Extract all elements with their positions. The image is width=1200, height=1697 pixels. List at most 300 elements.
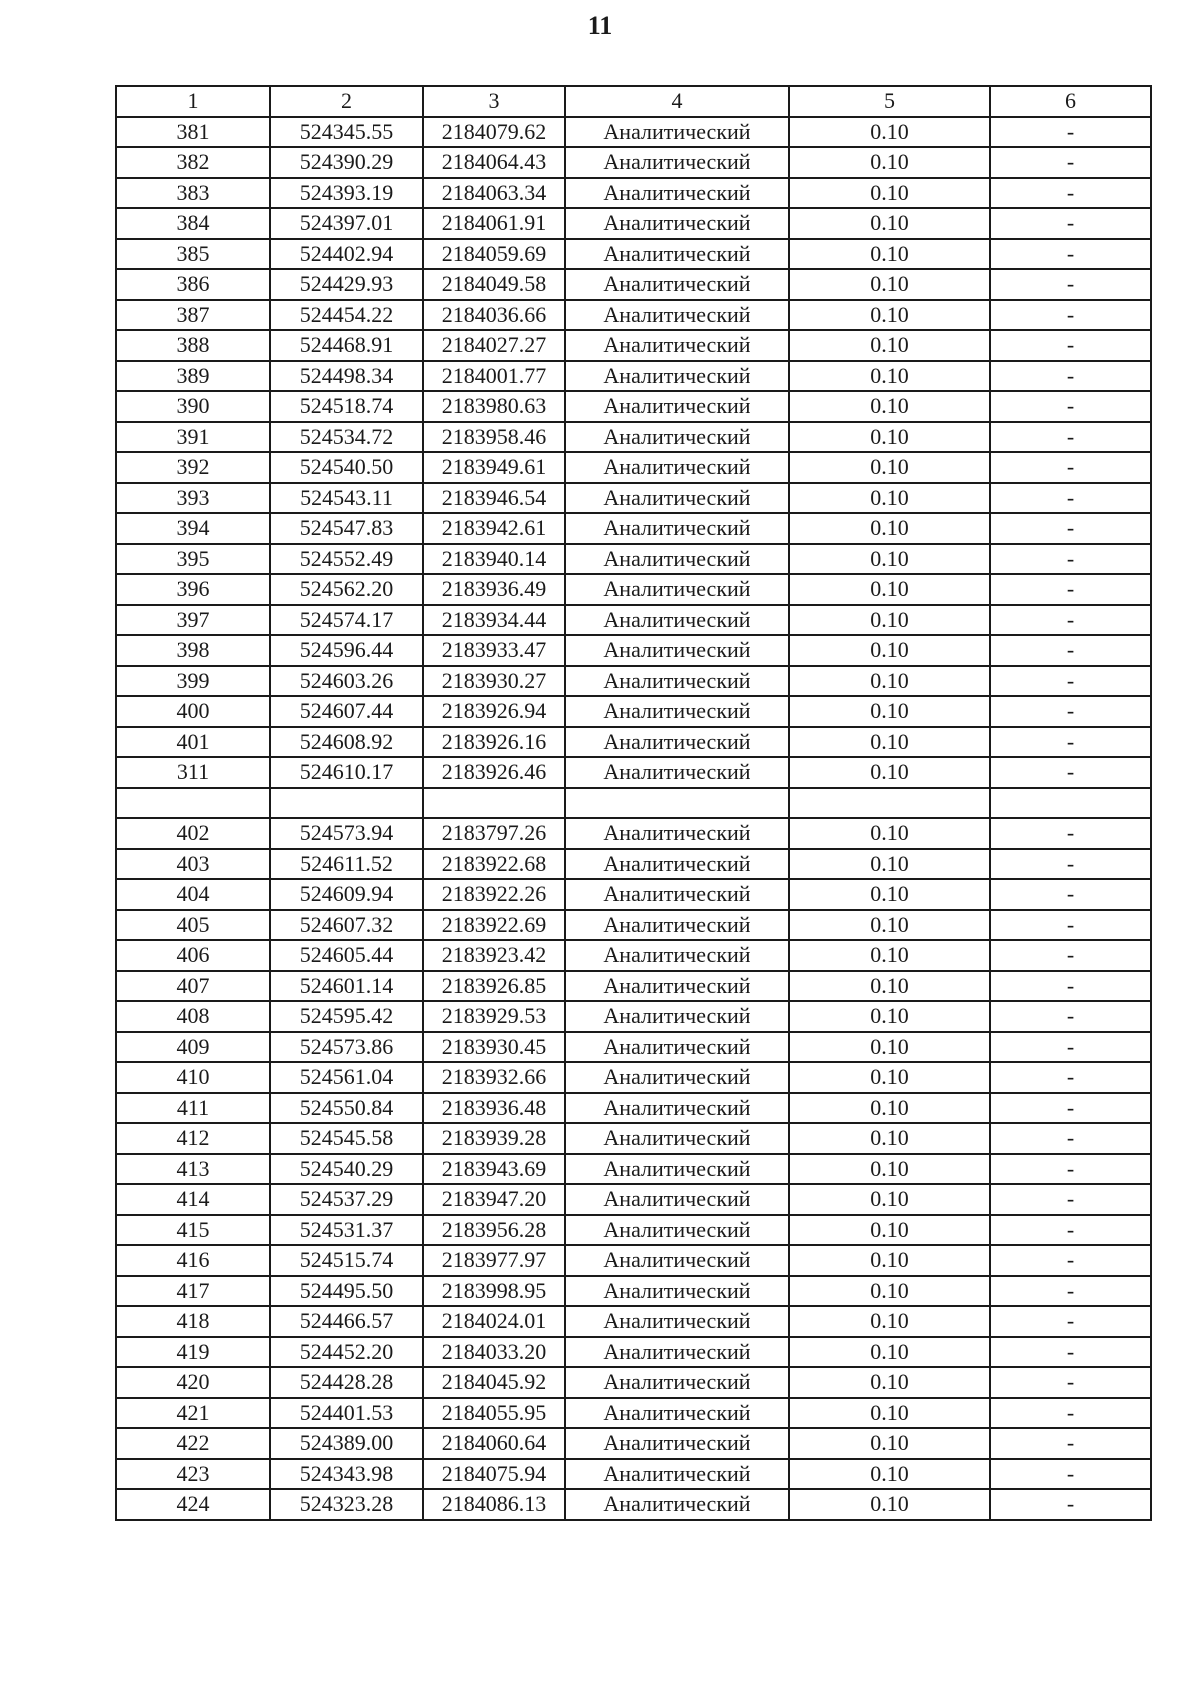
- table-row: [116, 1276, 1151, 1307]
- accuracy-cell: 0.10: [789, 330, 990, 361]
- method-cell: Аналитический: [565, 1123, 789, 1154]
- x-coordinate-cell: 524562.20: [270, 574, 423, 605]
- x-coordinate-cell: 524466.57: [270, 1306, 423, 1337]
- accuracy-cell: 0.10: [789, 513, 990, 544]
- table-row: [116, 1398, 1151, 1429]
- table-row: [116, 147, 1151, 178]
- accuracy-cell: 0.10: [789, 1184, 990, 1215]
- point-number-cell: 410: [116, 1062, 270, 1093]
- method-cell: Аналитический: [565, 1245, 789, 1276]
- y-coordinate-cell: 2183958.46: [423, 422, 565, 453]
- table-row: [116, 971, 1151, 1002]
- y-coordinate-cell: 2183930.45: [423, 1032, 565, 1063]
- y-coordinate-cell: 2184063.34: [423, 178, 565, 209]
- remark-cell: -: [990, 1154, 1151, 1185]
- accuracy-cell: 0.10: [789, 239, 990, 270]
- method-cell: Аналитический: [565, 239, 789, 270]
- accuracy-cell: 0.10: [789, 391, 990, 422]
- x-coordinate-cell: 524607.32: [270, 910, 423, 941]
- point-number-cell: 391: [116, 422, 270, 453]
- remark-cell: -: [990, 574, 1151, 605]
- point-number-cell: 382: [116, 147, 270, 178]
- x-coordinate-cell: 524611.52: [270, 849, 423, 880]
- point-number-cell: 403: [116, 849, 270, 880]
- accuracy-cell: 0.10: [789, 300, 990, 331]
- table-row: [116, 483, 1151, 514]
- method-cell: Аналитический: [565, 300, 789, 331]
- remark-cell: -: [990, 879, 1151, 910]
- point-number-cell: 404: [116, 879, 270, 910]
- table-row: [116, 239, 1151, 270]
- point-number-cell: 311: [116, 757, 270, 788]
- y-coordinate-cell: 2184001.77: [423, 361, 565, 392]
- method-cell: Аналитический: [565, 1428, 789, 1459]
- accuracy-cell: 0.10: [789, 849, 990, 880]
- method-cell: Аналитический: [565, 1367, 789, 1398]
- point-number-cell: 418: [116, 1306, 270, 1337]
- table-header-row: [116, 86, 1151, 117]
- table-row: [116, 178, 1151, 209]
- y-coordinate-cell: 2183929.53: [423, 1001, 565, 1032]
- method-cell: Аналитический: [565, 117, 789, 148]
- point-number-cell: 399: [116, 666, 270, 697]
- y-coordinate-cell: 2184036.66: [423, 300, 565, 331]
- x-coordinate-cell: 524323.28: [270, 1489, 423, 1520]
- table-row: [116, 757, 1151, 788]
- y-coordinate-cell: 2184033.20: [423, 1337, 565, 1368]
- table-row: [116, 513, 1151, 544]
- point-number-cell: 406: [116, 940, 270, 971]
- remark-cell: -: [990, 391, 1151, 422]
- y-coordinate-cell: 2184060.64: [423, 1428, 565, 1459]
- y-coordinate-cell: 2183943.69: [423, 1154, 565, 1185]
- accuracy-cell: 0.10: [789, 940, 990, 971]
- table-row: [116, 1428, 1151, 1459]
- y-coordinate-cell: 2184055.95: [423, 1398, 565, 1429]
- method-cell: Аналитический: [565, 696, 789, 727]
- accuracy-cell: 0.10: [789, 1276, 990, 1307]
- accuracy-cell: 0.10: [789, 1215, 990, 1246]
- method-cell: Аналитический: [565, 1062, 789, 1093]
- table-row: [116, 269, 1151, 300]
- table-row: [116, 879, 1151, 910]
- remark-cell: -: [990, 635, 1151, 666]
- y-coordinate-cell: 2183998.95: [423, 1276, 565, 1307]
- remark-cell: -: [990, 361, 1151, 392]
- remark-cell: -: [990, 818, 1151, 849]
- y-coordinate-cell: 2183926.46: [423, 757, 565, 788]
- remark-cell: -: [990, 178, 1151, 209]
- remark-cell: -: [990, 239, 1151, 270]
- accuracy-cell: 0.10: [789, 117, 990, 148]
- table-row: [116, 818, 1151, 849]
- table-row: [116, 1184, 1151, 1215]
- table-row: [116, 1001, 1151, 1032]
- x-coordinate-cell: 524454.22: [270, 300, 423, 331]
- point-number-cell: 416: [116, 1245, 270, 1276]
- remark-cell: -: [990, 940, 1151, 971]
- remark-cell: -: [990, 117, 1151, 148]
- method-cell: Аналитический: [565, 1489, 789, 1520]
- table-row: [116, 391, 1151, 422]
- point-number-cell: 405: [116, 910, 270, 941]
- x-coordinate-cell: 524428.28: [270, 1367, 423, 1398]
- remark-cell: -: [990, 1062, 1151, 1093]
- y-coordinate-cell: 2184075.94: [423, 1459, 565, 1490]
- method-cell: Аналитический: [565, 1337, 789, 1368]
- x-coordinate-cell: 524543.11: [270, 483, 423, 514]
- column-header-3: 3: [423, 86, 565, 117]
- method-cell: Аналитический: [565, 818, 789, 849]
- remark-cell: -: [990, 605, 1151, 636]
- y-coordinate-cell: 2183922.69: [423, 910, 565, 941]
- remark-cell: -: [990, 513, 1151, 544]
- accuracy-cell: 0.10: [789, 178, 990, 209]
- accuracy-cell: 0.10: [789, 483, 990, 514]
- remark-cell: -: [990, 452, 1151, 483]
- method-cell: Аналитический: [565, 452, 789, 483]
- point-number-cell: 390: [116, 391, 270, 422]
- x-coordinate-cell: 524498.34: [270, 361, 423, 392]
- accuracy-cell: 0.10: [789, 1245, 990, 1276]
- table-row: [116, 1489, 1151, 1520]
- table-row: [116, 330, 1151, 361]
- table-row: [116, 208, 1151, 239]
- point-number-cell: [116, 788, 270, 819]
- x-coordinate-cell: 524345.55: [270, 117, 423, 148]
- column-header-6: 6: [990, 86, 1151, 117]
- column-header-1: 1: [116, 86, 270, 117]
- accuracy-cell: 0.10: [789, 971, 990, 1002]
- y-coordinate-cell: 2183922.68: [423, 849, 565, 880]
- x-coordinate-cell: 524534.72: [270, 422, 423, 453]
- table-row: [116, 300, 1151, 331]
- remark-cell: -: [990, 1215, 1151, 1246]
- x-coordinate-cell: 524401.53: [270, 1398, 423, 1429]
- method-cell: Аналитический: [565, 635, 789, 666]
- y-coordinate-cell: 2184045.92: [423, 1367, 565, 1398]
- remark-cell: -: [990, 1245, 1151, 1276]
- page-number: 11: [587, 11, 613, 40]
- x-coordinate-cell: 524550.84: [270, 1093, 423, 1124]
- point-number-cell: 408: [116, 1001, 270, 1032]
- coordinates-table: [115, 85, 1152, 1521]
- remark-cell: -: [990, 971, 1151, 1002]
- y-coordinate-cell: 2184061.91: [423, 208, 565, 239]
- point-number-cell: 395: [116, 544, 270, 575]
- x-coordinate-cell: 524343.98: [270, 1459, 423, 1490]
- remark-cell: -: [990, 544, 1151, 575]
- x-coordinate-cell: 524518.74: [270, 391, 423, 422]
- x-coordinate-cell: 524552.49: [270, 544, 423, 575]
- point-number-cell: 384: [116, 208, 270, 239]
- table-row: [116, 1154, 1151, 1185]
- method-cell: Аналитический: [565, 727, 789, 758]
- y-coordinate-cell: 2183923.42: [423, 940, 565, 971]
- x-coordinate-cell: 524390.29: [270, 147, 423, 178]
- x-coordinate-cell: 524402.94: [270, 239, 423, 270]
- x-coordinate-cell: 524610.17: [270, 757, 423, 788]
- method-cell: Аналитический: [565, 971, 789, 1002]
- method-cell: Аналитический: [565, 544, 789, 575]
- method-cell: Аналитический: [565, 1001, 789, 1032]
- point-number-cell: 421: [116, 1398, 270, 1429]
- y-coordinate-cell: 2183980.63: [423, 391, 565, 422]
- method-cell: Аналитический: [565, 1276, 789, 1307]
- method-cell: Аналитический: [565, 483, 789, 514]
- remark-cell: -: [990, 269, 1151, 300]
- table-row: [116, 788, 1151, 819]
- accuracy-cell: 0.10: [789, 1428, 990, 1459]
- x-coordinate-cell: [270, 788, 423, 819]
- method-cell: Аналитический: [565, 391, 789, 422]
- y-coordinate-cell: 2183936.48: [423, 1093, 565, 1124]
- accuracy-cell: 0.10: [789, 1032, 990, 1063]
- x-coordinate-cell: 524605.44: [270, 940, 423, 971]
- y-coordinate-cell: 2183932.66: [423, 1062, 565, 1093]
- point-number-cell: 407: [116, 971, 270, 1002]
- method-cell: Аналитический: [565, 422, 789, 453]
- y-coordinate-cell: 2184027.27: [423, 330, 565, 361]
- method-cell: Аналитический: [565, 605, 789, 636]
- method-cell: Аналитический: [565, 1184, 789, 1215]
- accuracy-cell: 0.10: [789, 574, 990, 605]
- remark-cell: [990, 788, 1151, 819]
- x-coordinate-cell: 524561.04: [270, 1062, 423, 1093]
- point-number-cell: 397: [116, 605, 270, 636]
- point-number-cell: 386: [116, 269, 270, 300]
- point-number-cell: 388: [116, 330, 270, 361]
- method-cell: Аналитический: [565, 1154, 789, 1185]
- y-coordinate-cell: 2183926.16: [423, 727, 565, 758]
- x-coordinate-cell: 524601.14: [270, 971, 423, 1002]
- table-row: [116, 940, 1151, 971]
- y-coordinate-cell: 2184086.13: [423, 1489, 565, 1520]
- remark-cell: -: [990, 1306, 1151, 1337]
- table-row: [116, 605, 1151, 636]
- remark-cell: -: [990, 727, 1151, 758]
- table-row: [116, 117, 1151, 148]
- accuracy-cell: 0.10: [789, 818, 990, 849]
- point-number-cell: 423: [116, 1459, 270, 1490]
- y-coordinate-cell: 2183934.44: [423, 605, 565, 636]
- point-number-cell: 419: [116, 1337, 270, 1368]
- method-cell: Аналитический: [565, 269, 789, 300]
- y-coordinate-cell: 2183949.61: [423, 452, 565, 483]
- point-number-cell: 422: [116, 1428, 270, 1459]
- method-cell: Аналитический: [565, 330, 789, 361]
- remark-cell: -: [990, 422, 1151, 453]
- y-coordinate-cell: 2183956.28: [423, 1215, 565, 1246]
- y-coordinate-cell: 2184024.01: [423, 1306, 565, 1337]
- point-number-cell: 387: [116, 300, 270, 331]
- table-row: [116, 666, 1151, 697]
- x-coordinate-cell: 524537.29: [270, 1184, 423, 1215]
- point-number-cell: 417: [116, 1276, 270, 1307]
- accuracy-cell: 0.10: [789, 1398, 990, 1429]
- point-number-cell: 385: [116, 239, 270, 270]
- x-coordinate-cell: 524545.58: [270, 1123, 423, 1154]
- table-row: [116, 422, 1151, 453]
- point-number-cell: 411: [116, 1093, 270, 1124]
- y-coordinate-cell: 2183942.61: [423, 513, 565, 544]
- method-cell: Аналитический: [565, 1398, 789, 1429]
- remark-cell: -: [990, 1489, 1151, 1520]
- accuracy-cell: 0.10: [789, 269, 990, 300]
- method-cell: Аналитический: [565, 940, 789, 971]
- point-number-cell: 409: [116, 1032, 270, 1063]
- accuracy-cell: [789, 788, 990, 819]
- y-coordinate-cell: 2184064.43: [423, 147, 565, 178]
- accuracy-cell: 0.10: [789, 605, 990, 636]
- table-row: [116, 1337, 1151, 1368]
- column-header-5: 5: [789, 86, 990, 117]
- accuracy-cell: 0.10: [789, 147, 990, 178]
- remark-cell: -: [990, 696, 1151, 727]
- accuracy-cell: 0.10: [789, 1489, 990, 1520]
- method-cell: Аналитический: [565, 1032, 789, 1063]
- column-header-4: 4: [565, 86, 789, 117]
- x-coordinate-cell: 524540.50: [270, 452, 423, 483]
- x-coordinate-cell: 524607.44: [270, 696, 423, 727]
- y-coordinate-cell: 2183930.27: [423, 666, 565, 697]
- accuracy-cell: 0.10: [789, 879, 990, 910]
- point-number-cell: 412: [116, 1123, 270, 1154]
- remark-cell: -: [990, 910, 1151, 941]
- point-number-cell: 393: [116, 483, 270, 514]
- accuracy-cell: 0.10: [789, 1337, 990, 1368]
- accuracy-cell: 0.10: [789, 727, 990, 758]
- method-cell: Аналитический: [565, 574, 789, 605]
- point-number-cell: 415: [116, 1215, 270, 1246]
- method-cell: Аналитический: [565, 1215, 789, 1246]
- method-cell: Аналитический: [565, 178, 789, 209]
- accuracy-cell: 0.10: [789, 1123, 990, 1154]
- x-coordinate-cell: 524603.26: [270, 666, 423, 697]
- y-coordinate-cell: 2183977.97: [423, 1245, 565, 1276]
- x-coordinate-cell: 524573.94: [270, 818, 423, 849]
- method-cell: Аналитический: [565, 1306, 789, 1337]
- method-cell: Аналитический: [565, 666, 789, 697]
- method-cell: Аналитический: [565, 513, 789, 544]
- remark-cell: -: [990, 1337, 1151, 1368]
- remark-cell: -: [990, 483, 1151, 514]
- x-coordinate-cell: 524573.86: [270, 1032, 423, 1063]
- remark-cell: -: [990, 147, 1151, 178]
- x-coordinate-cell: 524397.01: [270, 208, 423, 239]
- point-number-cell: 394: [116, 513, 270, 544]
- x-coordinate-cell: 524389.00: [270, 1428, 423, 1459]
- method-cell: Аналитический: [565, 757, 789, 788]
- method-cell: Аналитический: [565, 1093, 789, 1124]
- remark-cell: -: [990, 1001, 1151, 1032]
- x-coordinate-cell: 524608.92: [270, 727, 423, 758]
- table-row: [116, 1062, 1151, 1093]
- remark-cell: -: [990, 1123, 1151, 1154]
- x-coordinate-cell: 524540.29: [270, 1154, 423, 1185]
- table-row: [116, 910, 1151, 941]
- method-cell: Аналитический: [565, 849, 789, 880]
- table-row: [116, 1215, 1151, 1246]
- accuracy-cell: 0.10: [789, 1306, 990, 1337]
- point-number-cell: 402: [116, 818, 270, 849]
- y-coordinate-cell: 2183940.14: [423, 544, 565, 575]
- method-cell: Аналитический: [565, 208, 789, 239]
- table-row: [116, 849, 1151, 880]
- table-body: [116, 117, 1151, 1520]
- point-number-cell: 414: [116, 1184, 270, 1215]
- point-number-cell: 420: [116, 1367, 270, 1398]
- remark-cell: -: [990, 1367, 1151, 1398]
- table-row: [116, 361, 1151, 392]
- y-coordinate-cell: 2183936.49: [423, 574, 565, 605]
- x-coordinate-cell: 524393.19: [270, 178, 423, 209]
- x-coordinate-cell: 524468.91: [270, 330, 423, 361]
- table-row: [116, 1245, 1151, 1276]
- accuracy-cell: 0.10: [789, 696, 990, 727]
- y-coordinate-cell: 2183922.26: [423, 879, 565, 910]
- y-coordinate-cell: 2183939.28: [423, 1123, 565, 1154]
- table-row: [116, 635, 1151, 666]
- x-coordinate-cell: 524531.37: [270, 1215, 423, 1246]
- table-row: [116, 544, 1151, 575]
- table-row: [116, 1032, 1151, 1063]
- remark-cell: -: [990, 330, 1151, 361]
- x-coordinate-cell: 524574.17: [270, 605, 423, 636]
- method-cell: Аналитический: [565, 1459, 789, 1490]
- method-cell: [565, 788, 789, 819]
- method-cell: Аналитический: [565, 879, 789, 910]
- y-coordinate-cell: 2183947.20: [423, 1184, 565, 1215]
- remark-cell: -: [990, 1428, 1151, 1459]
- accuracy-cell: 0.10: [789, 1093, 990, 1124]
- method-cell: Аналитический: [565, 910, 789, 941]
- accuracy-cell: 0.10: [789, 1001, 990, 1032]
- remark-cell: -: [990, 1184, 1151, 1215]
- y-coordinate-cell: 2184059.69: [423, 239, 565, 270]
- accuracy-cell: 0.10: [789, 910, 990, 941]
- point-number-cell: 413: [116, 1154, 270, 1185]
- remark-cell: -: [990, 1276, 1151, 1307]
- table-row: [116, 727, 1151, 758]
- accuracy-cell: 0.10: [789, 1367, 990, 1398]
- table-row: [116, 1123, 1151, 1154]
- x-coordinate-cell: 524596.44: [270, 635, 423, 666]
- accuracy-cell: 0.10: [789, 635, 990, 666]
- remark-cell: -: [990, 208, 1151, 239]
- accuracy-cell: 0.10: [789, 757, 990, 788]
- table-row: [116, 574, 1151, 605]
- point-number-cell: 396: [116, 574, 270, 605]
- point-number-cell: 401: [116, 727, 270, 758]
- point-number-cell: 392: [116, 452, 270, 483]
- accuracy-cell: 0.10: [789, 1154, 990, 1185]
- accuracy-cell: 0.10: [789, 1062, 990, 1093]
- accuracy-cell: 0.10: [789, 1459, 990, 1490]
- accuracy-cell: 0.10: [789, 544, 990, 575]
- table-row: [116, 1367, 1151, 1398]
- remark-cell: -: [990, 1093, 1151, 1124]
- remark-cell: -: [990, 1459, 1151, 1490]
- point-number-cell: 383: [116, 178, 270, 209]
- accuracy-cell: 0.10: [789, 452, 990, 483]
- remark-cell: -: [990, 300, 1151, 331]
- x-coordinate-cell: 524595.42: [270, 1001, 423, 1032]
- remark-cell: -: [990, 1398, 1151, 1429]
- accuracy-cell: 0.10: [789, 361, 990, 392]
- accuracy-cell: 0.10: [789, 666, 990, 697]
- remark-cell: -: [990, 666, 1151, 697]
